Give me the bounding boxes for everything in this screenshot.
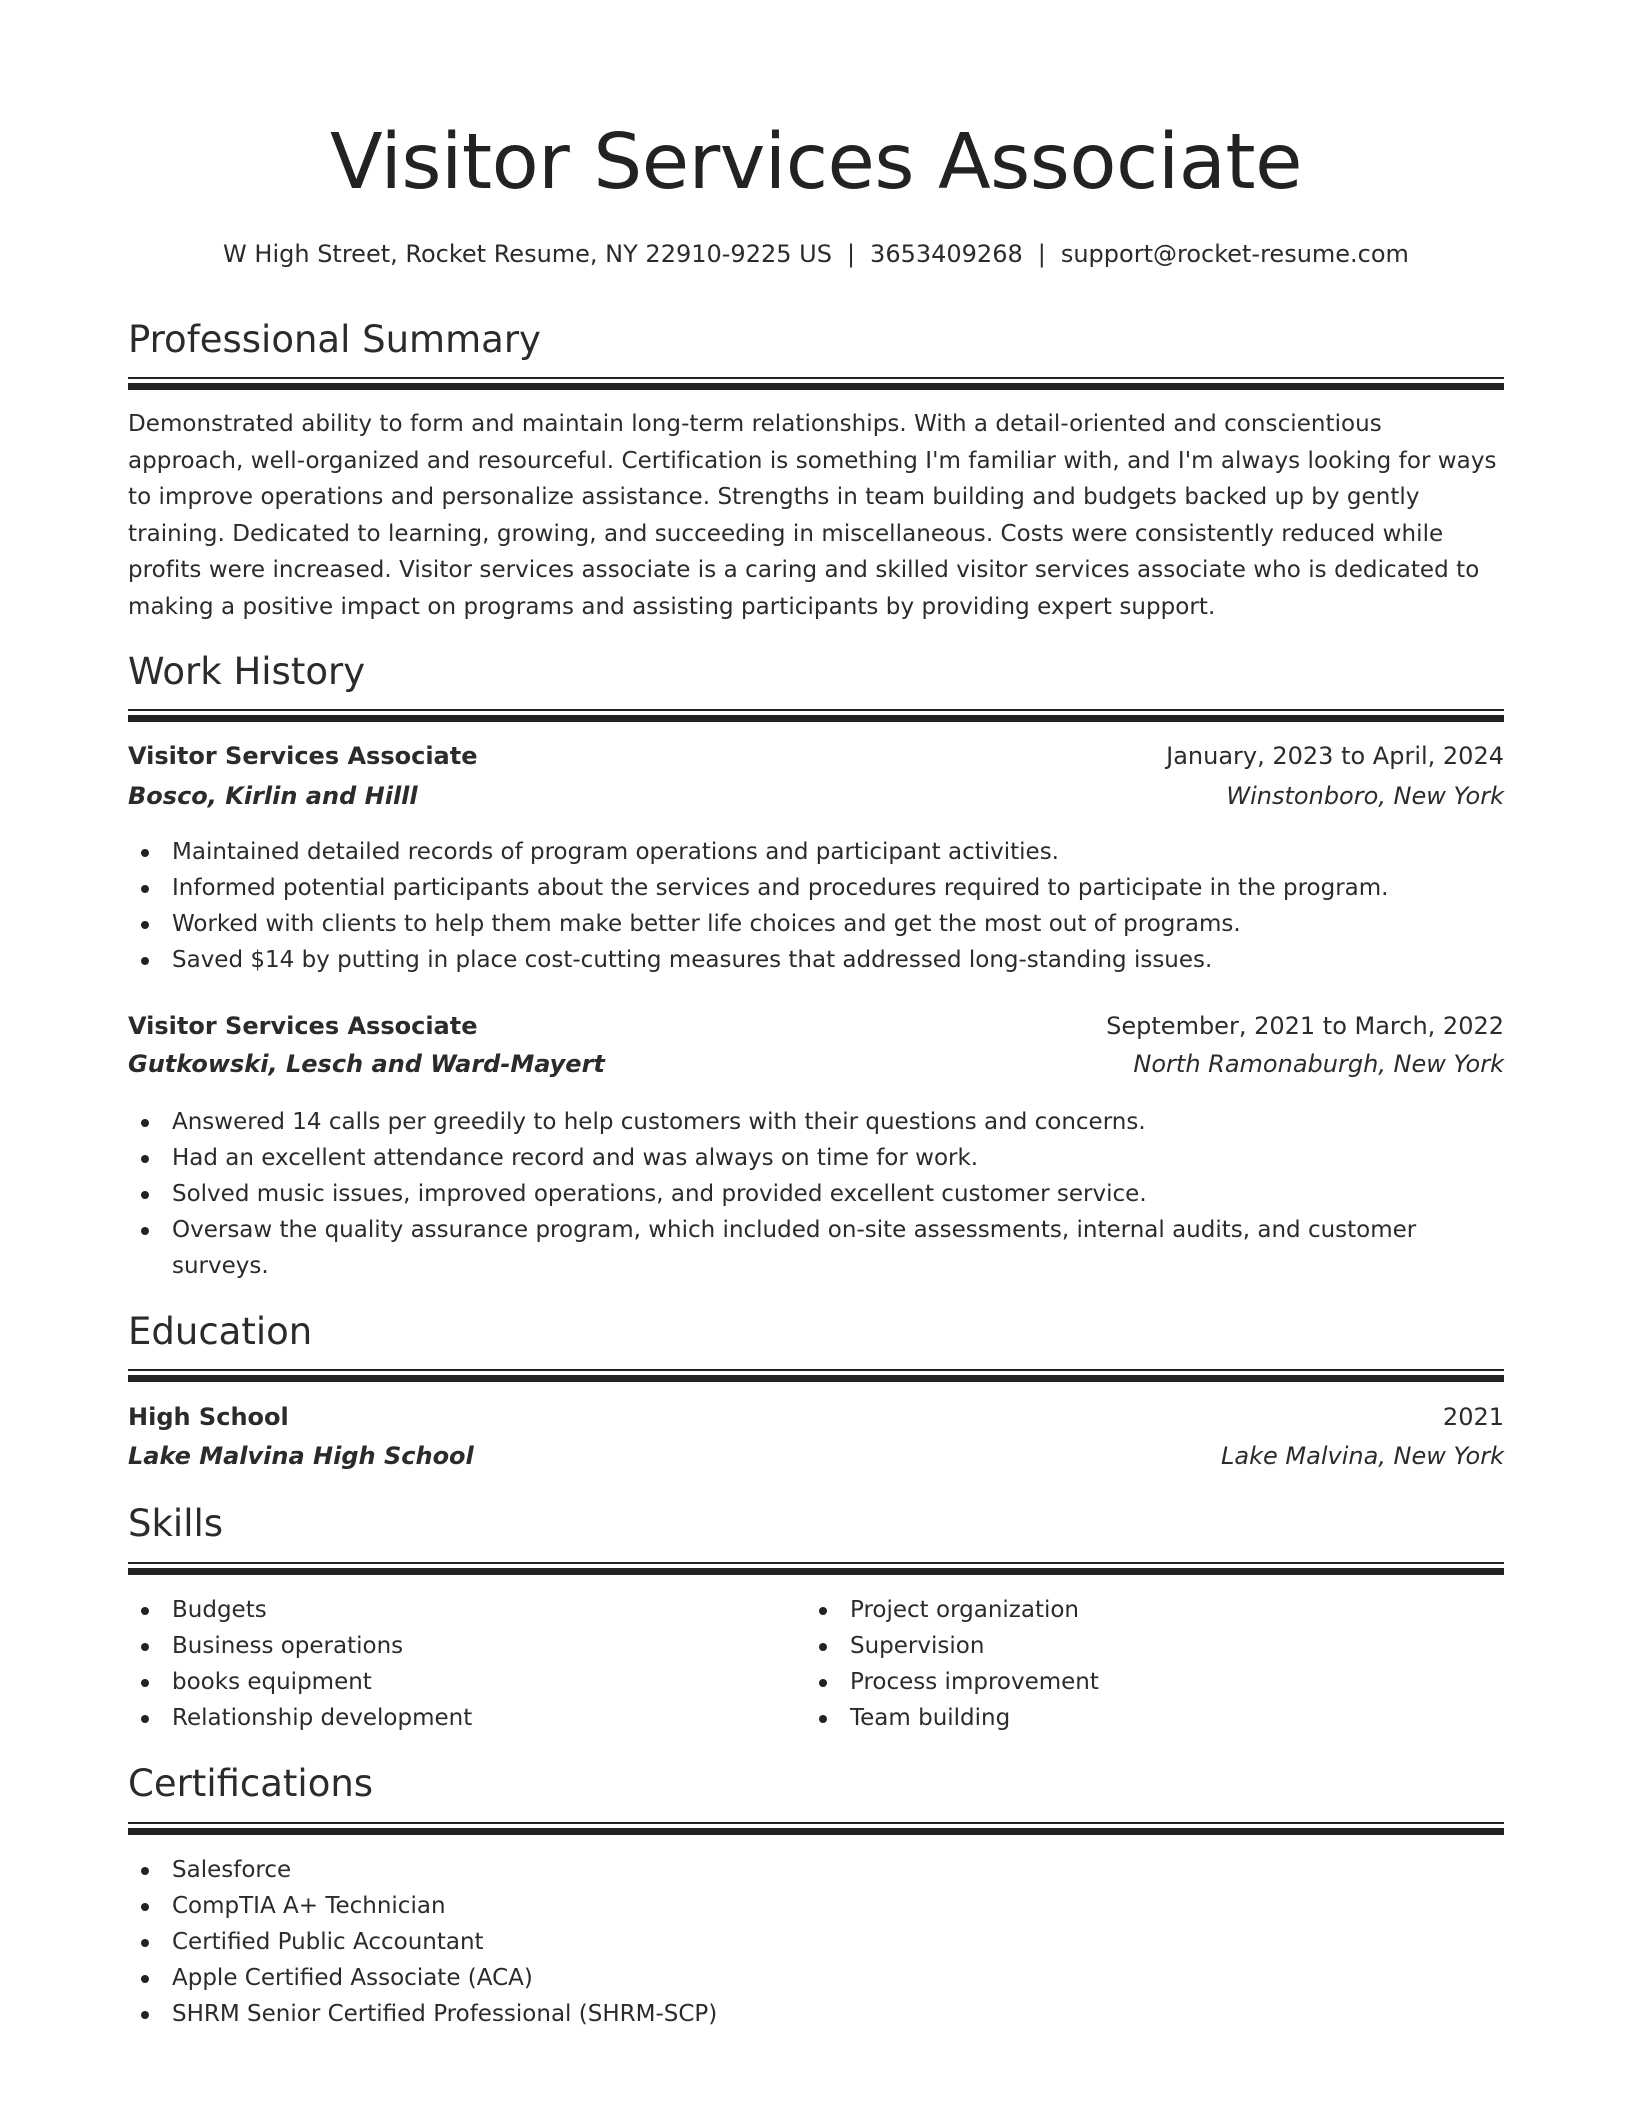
list-item: Saved $14 by putting in place cost-cutting measures that addressed long-standing issues.: [128, 942, 1504, 978]
job-header-2: [128, 1012, 1504, 1046]
list-item: Worked with clients to help them make better life choices and get the most out of programs.: [128, 906, 1504, 942]
section-divider: [128, 1562, 1504, 1575]
job-company: Gutkowski, Lesch and Ward-Mayert: [128, 1050, 605, 1078]
job-location: Winstonboro, New York: [1226, 782, 1504, 810]
list-item: Relationship development: [128, 1700, 788, 1736]
section-divider: [128, 1369, 1504, 1382]
education-subheader: [128, 1442, 1504, 1476]
education-location: Lake Malvina, New York: [1221, 1442, 1504, 1470]
contact-separator: |: [1037, 240, 1046, 268]
job-subheader-2: [128, 1050, 1504, 1084]
job-dates: January, 2023 to April, 2024: [1166, 742, 1504, 770]
education-header: [128, 1403, 1504, 1437]
section-title-certifications: Certifications: [128, 1762, 374, 1805]
summary-text: Demonstrated ability to form and maintain long-term relationships. With a detail-oriented and conscientious approach, well-organized and resourceful. Certification is something I'm familiar with, and I'm always looking for ways to improve operations and personalize assistance. Strengths in team building and budgets backed up by gently training. Dedicated to learning, growing, and succeeding in miscellaneous. Costs were consistently reduced while profits were increased. Visitor services associate is a caring and skilled visitor services associate who is dedicated to making a positive impact on programs and assisting participants by providing expert support.: [128, 411, 1497, 620]
education-degree: High School: [128, 1403, 289, 1431]
job-position: Visitor Services Associate: [128, 1012, 478, 1040]
list-item: Business operations: [128, 1628, 788, 1664]
list-item: books equipment: [128, 1664, 788, 1700]
list-item: Budgets: [128, 1592, 788, 1628]
job-subheader-1: [128, 782, 1504, 816]
job-location: North Ramonaburgh, New York: [1133, 1050, 1504, 1078]
list-item: Salesforce: [128, 1852, 1504, 1888]
education-year: 2021: [1442, 1403, 1504, 1431]
resume-name: Visitor Services Associate: [330, 118, 1302, 207]
list-item: Solved music issues, improved operations, and provided excellent customer service.: [128, 1176, 1504, 1212]
job-bullets-1: [128, 834, 1504, 978]
skills-list-left: [128, 1592, 788, 1736]
list-item: CompTIA A+ Technician: [128, 1888, 1504, 1924]
list-item: Answered 14 calls per greedily to help customers with their questions and concerns.: [128, 1104, 1504, 1140]
section-divider: [128, 709, 1504, 722]
list-item: Maintained detailed records of program operations and participant activities.: [128, 834, 1504, 870]
list-item: Supervision: [806, 1628, 1466, 1664]
list-item: Project organization: [806, 1592, 1466, 1628]
contact-line: [128, 240, 1504, 268]
list-item: Certified Public Accountant: [128, 1924, 1504, 1960]
list-item: Had an excellent attendance record and was always on time for work.: [128, 1140, 1504, 1176]
job-position: Visitor Services Associate: [128, 742, 478, 770]
section-title-skills: Skills: [128, 1502, 224, 1545]
skills-list-right: [806, 1592, 1466, 1736]
contact-separator: |: [846, 240, 856, 268]
section-divider: [128, 1822, 1504, 1835]
job-header-1: [128, 742, 1504, 776]
section-title-work: Work History: [128, 650, 366, 693]
contact-phone: 3653409268: [870, 240, 1023, 268]
section-title-summary: Professional Summary: [128, 318, 541, 361]
job-company: Bosco, Kirlin and Hilll: [128, 782, 418, 810]
job-dates: September, 2021 to March, 2022: [1106, 1012, 1504, 1040]
list-item: Process improvement: [806, 1664, 1466, 1700]
list-item: Informed potential participants about the services and procedures required to participate in the program.: [128, 870, 1504, 906]
list-item: Oversaw the quality assurance program, which included on-site assessments, internal audits, and customer surveys.: [128, 1212, 1504, 1284]
section-divider: [128, 377, 1504, 390]
certifications-list: [128, 1852, 1504, 2032]
list-item: Team building: [806, 1700, 1466, 1736]
job-bullets-2: [128, 1104, 1504, 1284]
contact-email: support@rocket-resume.com: [1060, 240, 1409, 268]
list-item: Apple Certified Associate (ACA): [128, 1960, 1504, 1996]
education-school: Lake Malvina High School: [128, 1442, 474, 1470]
section-title-education: Education: [128, 1310, 313, 1353]
contact-address: W High Street, Rocket Resume, NY 22910-9225 US: [223, 240, 832, 268]
list-item: SHRM Senior Certified Professional (SHRM-SCP): [128, 1996, 1504, 2032]
